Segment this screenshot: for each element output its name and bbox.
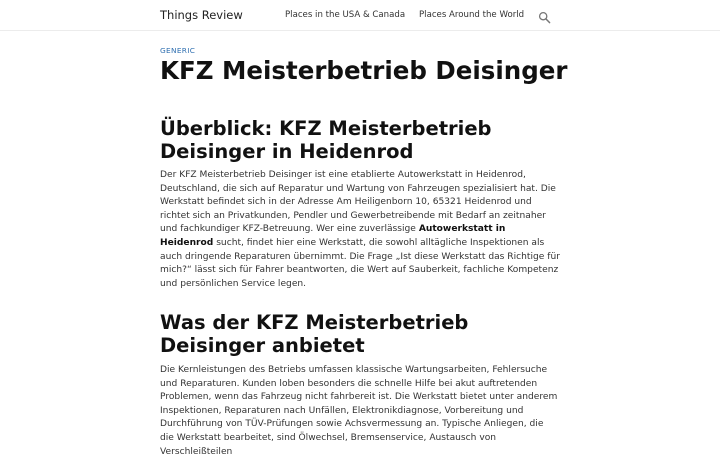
- nav-link-around-the-world[interactable]: Places Around the World: [419, 10, 525, 20]
- category-link[interactable]: GENERIC: [160, 46, 196, 55]
- section-paragraph-offer: Die Kernleistungen des Betriebs umfassen klassische Wartungsarbeiten, Fehlersuche und Reparaturen. Kunden loben besonders die schnelle Hilfe bei akut auftretenden Problemen, wenn das Fahrzeug nicht fahrbereit ist. Die Werkstatt bietet unter anderem Inspektionen, Reparaturen nach Unfällen, Elektronikdiagnose, Vorbereitung und Durchführung von TÜV-Prüfungen sowie Achsvermessung an. Typische Anliegen, die die Werkstatt bearbeitet, sind Ölwechsel, Bremsenservice, Austausch von Verschleißteilen: [160, 365, 558, 457]
- site-title-link[interactable]: Things Review: [160, 8, 243, 22]
- section-heading-offer: Was der KFZ Meisterbetrieb Deisinger anbietet: [160, 311, 469, 357]
- section-paragraph-overview: [160, 169, 560, 291]
- nav-link-usa-canada[interactable]: Places in the USA & Canada: [285, 10, 406, 20]
- bold-keyword: Autowerkstatt in Heidenrod: [160, 224, 506, 248]
- site-header: [0, 0, 720, 31]
- page-title: KFZ Meisterbetrieb Deisinger: [160, 56, 568, 85]
- paragraph-text: sucht, findet hier eine Werkstatt, die sowohl alltägliche Inspektionen als auch dringende Reparaturen übernimmt. Die Frage „Ist diese Werkstatt das Richtige für mich?“ lässt sich für Fahrer beantworten, die Wert auf Sauberkeit, fachliche Kompetenz und persönlichen Service legen.: [160, 237, 560, 289]
- search-icon[interactable]: [538, 9, 551, 22]
- paragraph-text: Der KFZ Meisterbetrieb Deisinger ist eine etablierte Autowerkstatt in Heidenrod, Deutschland, die sich auf Reparatur und Wartung von Fahrzeugen spezialisiert hat. Die Werkstatt befindet sich in der Adresse Am Heiligenborn 10, 65321 Heidenrod und richtet sich an Privatkunden, Pendler und Gewerbetreibende mit Bedarf an zeitnaher und fachkundiger KFZ-Betreuung. Wer eine zuverlässige: [160, 170, 556, 235]
- section-heading-overview: Überblick: KFZ Meisterbetrieb Deisinger in Heidenrod: [160, 117, 492, 163]
